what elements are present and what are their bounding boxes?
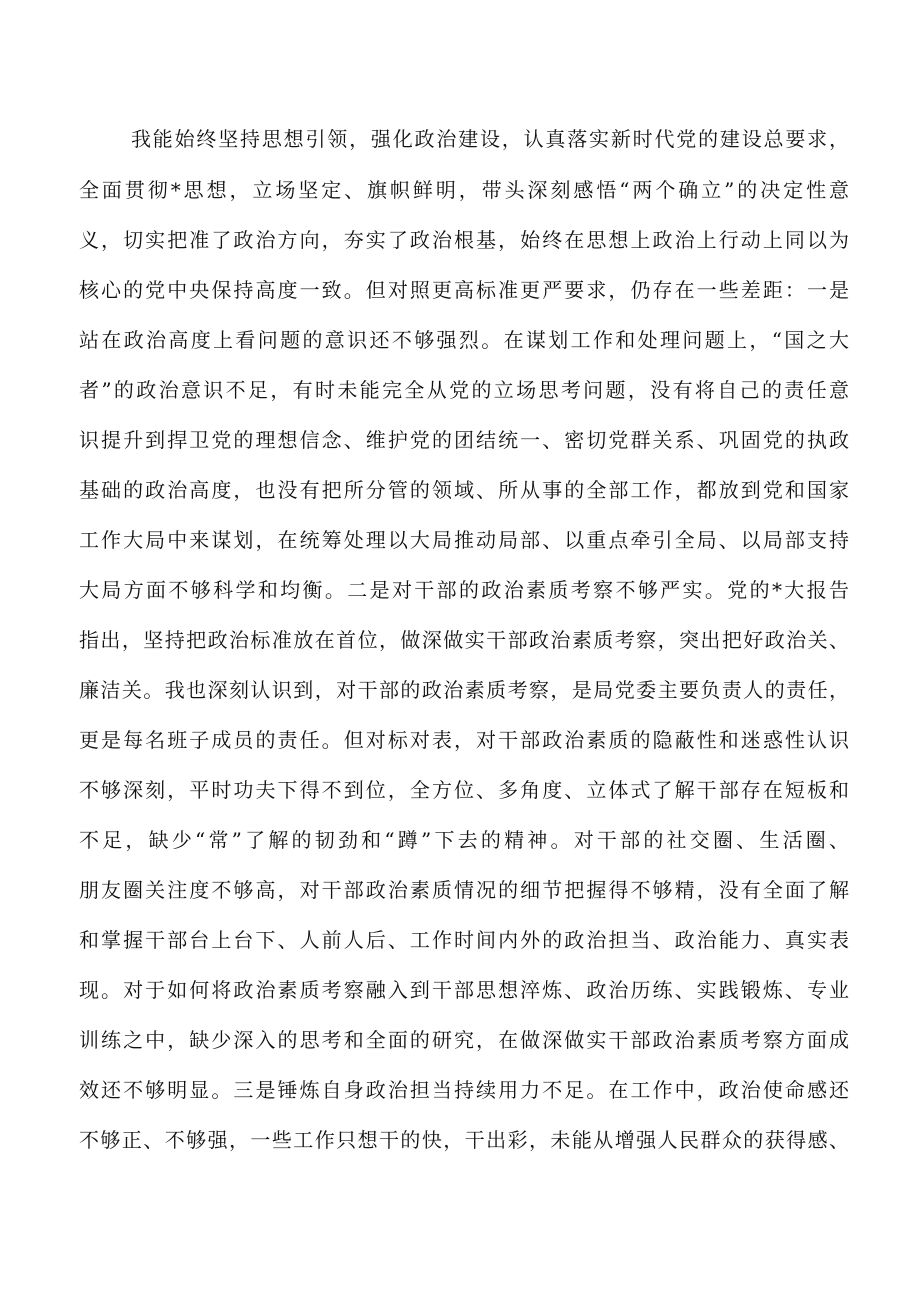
text-line: 识提升到捍卫党的理想信念、维护党的团结统一、密切党群关系、巩固党的执政 xyxy=(79,428,849,452)
text-line: 不够深刻，平时功夫下得不到位，全方位、多角度、立体式了解干部存在短板和 xyxy=(79,778,849,802)
text-line: 义，切实把准了政治方向，夯实了政治根基，始终在思想上政治上行动上同以为 xyxy=(79,228,849,252)
text-line: 指出，坚持把政治标准放在首位，做深做实干部政治素质考察，突出把好政治关、 xyxy=(79,628,849,652)
text-line: 核心的党中央保持高度一致。但对照更高标准更严要求，仍存在一些差距：一是 xyxy=(79,278,849,302)
text-line: 全面贯彻*思想，立场坚定、旗帜鲜明，带头深刻感悟“两个确立”的决定性意 xyxy=(79,178,849,202)
text-line: 我能始终坚持思想引领，强化政治建设，认真落实新时代党的建设总要求， xyxy=(131,127,849,151)
text-line: 更是每名班子成员的责任。但对标对表，对干部政治素质的隐蔽性和迷惑性认识 xyxy=(79,728,849,752)
text-line: 效还不够明显。三是锤炼自身政治担当持续用力不足。在工作中，政治使命感还 xyxy=(79,1078,849,1102)
text-line: 现。对于如何将政治素质考察融入到干部思想淬炼、政治历练、实践锻炼、专业 xyxy=(79,978,849,1002)
text-line: 和掌握干部台上台下、人前人后、工作时间内外的政治担当、政治能力、真实表 xyxy=(79,928,849,952)
text-line: 训练之中，缺少深入的思考和全面的研究，在做深做实干部政治素质考察方面成 xyxy=(79,1028,849,1052)
text-line: 不够正、不够强，一些工作只想干的快，干出彩，未能从增强人民群众的获得感、 xyxy=(79,1128,849,1152)
text-line: 工作大局中来谋划，在统筹处理以大局推动局部、以重点牵引全局、以局部支持 xyxy=(79,528,849,552)
text-line: 站在政治高度上看问题的意识还不够强烈。在谋划工作和处理问题上，“国之大 xyxy=(79,328,849,352)
text-line: 者”的政治意识不足，有时未能完全从党的立场思考问题，没有将自己的责任意 xyxy=(79,378,849,402)
text-line: 廉洁关。我也深刻认识到，对干部的政治素质考察，是局党委主要负责人的责任， xyxy=(79,678,849,702)
text-line: 不足，缺少“常”了解的韧劲和“蹲”下去的精神。对干部的社交圈、生活圈、 xyxy=(79,828,849,852)
text-line: 大局方面不够科学和均衡。二是对干部的政治素质考察不够严实。党的*大报告 xyxy=(79,578,849,602)
text-line: 朋友圈关注度不够高，对干部政治素质情况的细节把握得不够精，没有全面了解 xyxy=(79,878,849,902)
text-line: 基础的政治高度，也没有把所分管的领域、所从事的全部工作，都放到党和国家 xyxy=(79,478,849,502)
